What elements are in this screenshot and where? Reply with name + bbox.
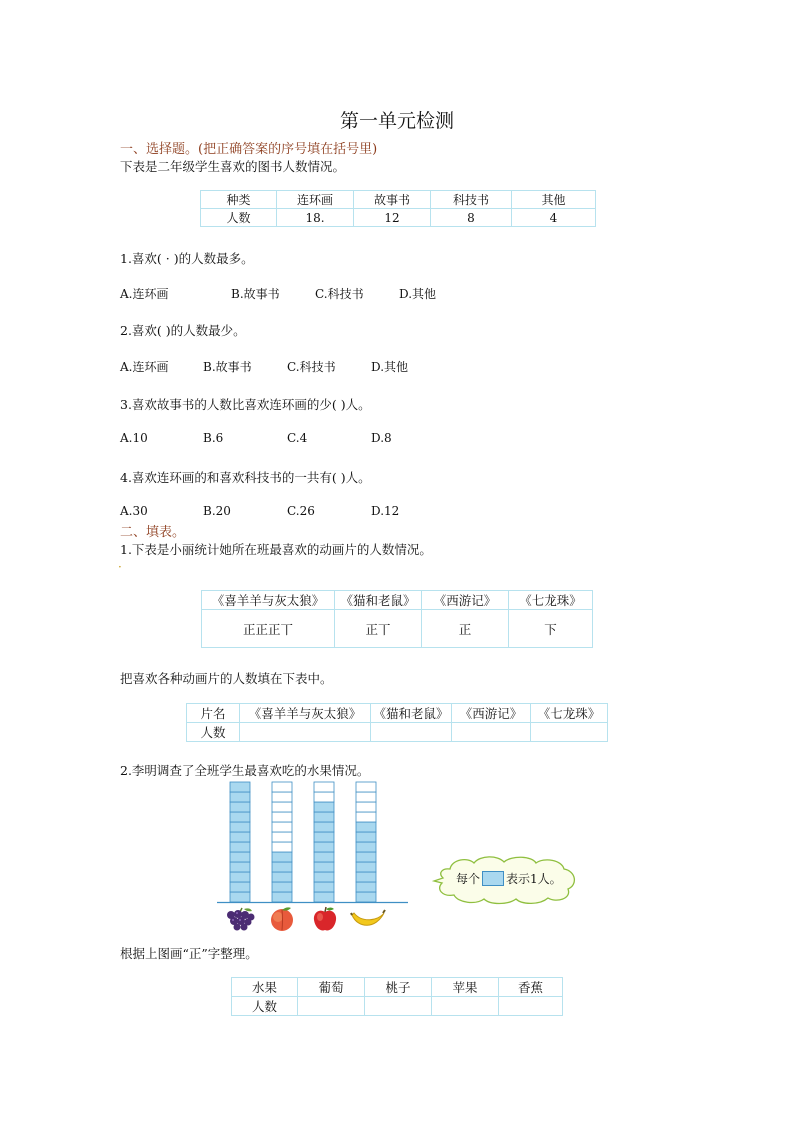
answer-cell[interactable] [499, 997, 563, 1016]
table-header-cell: 连环画 [277, 191, 354, 209]
option-a: A.30 [120, 504, 148, 518]
table-header-cell: 《七龙珠》 [509, 591, 593, 610]
peach-icon [268, 905, 296, 933]
bar-cell [230, 782, 250, 792]
bar-cell [314, 782, 334, 792]
table-header-cell: 科技书 [431, 191, 512, 209]
banana-icon [350, 907, 386, 931]
bar-香蕉 [356, 782, 376, 902]
question-1: 1.喜欢( · )的人数最多。 [120, 251, 254, 266]
bar-cell [314, 892, 334, 902]
bar-cell [272, 832, 292, 842]
bar-cell [230, 852, 250, 862]
option-b: B.故事书 [231, 287, 280, 301]
organize-instruction: 根据上图画“正”字整理。 [120, 946, 258, 961]
legend-square-icon [482, 871, 504, 886]
grape-icon [224, 906, 256, 932]
table-cell: 人数 [201, 209, 277, 227]
table-header-cell: 《七龙珠》 [531, 704, 608, 723]
option-a: A.连环画 [120, 360, 169, 374]
bar-cell [356, 812, 376, 822]
legend-prefix: 每个 [456, 872, 481, 886]
option-c: C.科技书 [287, 360, 336, 374]
bar-cell [314, 792, 334, 802]
tally-table [201, 590, 593, 648]
option-a: A.10 [120, 431, 148, 445]
bar-cell [356, 832, 376, 842]
question-4: 4.喜欢连环画的和喜欢科技书的一共有( )人。 [120, 470, 371, 485]
answer-cell[interactable] [371, 723, 452, 742]
option-c: C.科技书 [315, 287, 364, 301]
bar-cell [272, 782, 292, 792]
option-a: A.连环画 [120, 287, 169, 301]
table-header-cell: 片名 [187, 704, 240, 723]
tally-cell: 正正正丅 [202, 610, 335, 648]
bar-cell [356, 822, 376, 832]
section1-heading: 一、选择题。(把正确答案的序号填在括号里) [120, 142, 378, 157]
bar-cell [272, 842, 292, 852]
table-header-cell: 《西游记》 [452, 704, 531, 723]
table-cell: 18. [277, 209, 354, 227]
fruit-table [231, 977, 563, 1016]
bar-cell [314, 832, 334, 842]
table-header-cell: 种类 [201, 191, 277, 209]
table-header-cell: 苹果 [432, 978, 499, 997]
bar-cell [356, 792, 376, 802]
table-header-cell: 香蕉 [499, 978, 563, 997]
legend-suffix: 表示1人。 [506, 872, 562, 886]
apple-icon [311, 905, 339, 933]
section2-question-2: 2.李明调查了全班学生最喜欢吃的水果情况。 [120, 763, 370, 778]
tally-cell: 正 [422, 610, 509, 648]
bar-苹果 [314, 782, 334, 902]
table-cell: 12 [354, 209, 431, 227]
book-table [200, 190, 596, 227]
bar-cell [356, 842, 376, 852]
table-header-cell: 《喜羊羊与灰太狼》 [240, 704, 371, 723]
bar-cell [230, 832, 250, 842]
table-header-cell: 桃子 [365, 978, 432, 997]
question-2: 2.喜欢( )的人数最少。 [120, 323, 246, 338]
table-header-cell: 故事书 [354, 191, 431, 209]
bar-cell [272, 872, 292, 882]
option-d: D.其他 [371, 360, 409, 374]
bar-cell [314, 872, 334, 882]
bar-cell [356, 872, 376, 882]
bar-cell [314, 802, 334, 812]
bar-cell [272, 892, 292, 902]
bar-cell [230, 822, 250, 832]
section2-heading: 二、填表。 [120, 525, 186, 540]
bar-cell [356, 892, 376, 902]
bar-cell [230, 792, 250, 802]
bar-cell [272, 882, 292, 892]
answer-cell[interactable] [452, 723, 531, 742]
bar-cell [230, 812, 250, 822]
bar-cell [230, 872, 250, 882]
bar-cell [356, 882, 376, 892]
option-c: C.26 [287, 504, 315, 518]
bar-cell [272, 852, 292, 862]
tally-cell: 正丅 [335, 610, 422, 648]
bar-cell [314, 862, 334, 872]
table-header-cell: 葡萄 [298, 978, 365, 997]
option-c: C.4 [287, 431, 308, 445]
bar-cell [314, 812, 334, 822]
table-cell: 人数 [187, 723, 240, 742]
option-b: B.故事书 [203, 360, 252, 374]
bar-葡萄 [230, 782, 250, 902]
answer-cell[interactable] [365, 997, 432, 1016]
bar-cell [230, 862, 250, 872]
tally-cell: 下 [509, 610, 593, 648]
bar-cell [356, 782, 376, 792]
bar-cell [314, 882, 334, 892]
bar-cell [272, 862, 292, 872]
legend [456, 870, 562, 887]
option-d: D.12 [371, 504, 400, 518]
bar-cell [230, 842, 250, 852]
option-d: D.8 [371, 431, 392, 445]
answer-cell[interactable] [432, 997, 499, 1016]
table-header-cell: 其他 [512, 191, 596, 209]
table-header-cell: 《西游记》 [422, 591, 509, 610]
answer-cell[interactable] [240, 723, 371, 742]
fill-table [186, 703, 608, 742]
fill-instruction: 把喜欢各种动画片的人数填在下表中。 [120, 671, 333, 686]
bar-cell [356, 852, 376, 862]
page-title: 第一单元检测 [339, 110, 454, 132]
section2-question-1: 1.下表是小丽统计她所在班最喜欢的动画片的人数情况。 [120, 542, 432, 557]
fruit-bar-chart [215, 780, 415, 906]
table-header-cell: 水果 [232, 978, 298, 997]
bar-cell [314, 822, 334, 832]
table-cell: 4 [512, 209, 596, 227]
section1-intro: 下表是二年级学生喜欢的图书人数情况。 [120, 159, 346, 174]
table-cell: 人数 [232, 997, 298, 1016]
option-d: D.其他 [399, 287, 437, 301]
bar-cell [356, 862, 376, 872]
bar-cell [272, 822, 292, 832]
bar-cell [230, 882, 250, 892]
bar-桃子 [272, 782, 292, 902]
table-header-cell: 《猫和老鼠》 [371, 704, 452, 723]
bar-cell [230, 892, 250, 902]
option-b: B.20 [203, 504, 231, 518]
table-header-cell: 《猫和老鼠》 [335, 591, 422, 610]
option-b: B.6 [203, 431, 224, 445]
bar-cell [356, 802, 376, 812]
bar-cell [314, 852, 334, 862]
table-cell: 8 [431, 209, 512, 227]
bar-cell [230, 802, 250, 812]
answer-cell[interactable] [298, 997, 365, 1016]
answer-cell[interactable] [531, 723, 608, 742]
bar-cell [272, 792, 292, 802]
question-3: 3.喜欢故事书的人数比喜欢连环画的少( )人。 [120, 397, 371, 412]
bar-cell [314, 842, 334, 852]
table-header-cell: 《喜羊羊与灰太狼》 [202, 591, 335, 610]
stray-dot: · [118, 560, 122, 574]
bar-cell [272, 812, 292, 822]
bar-cell [272, 802, 292, 812]
